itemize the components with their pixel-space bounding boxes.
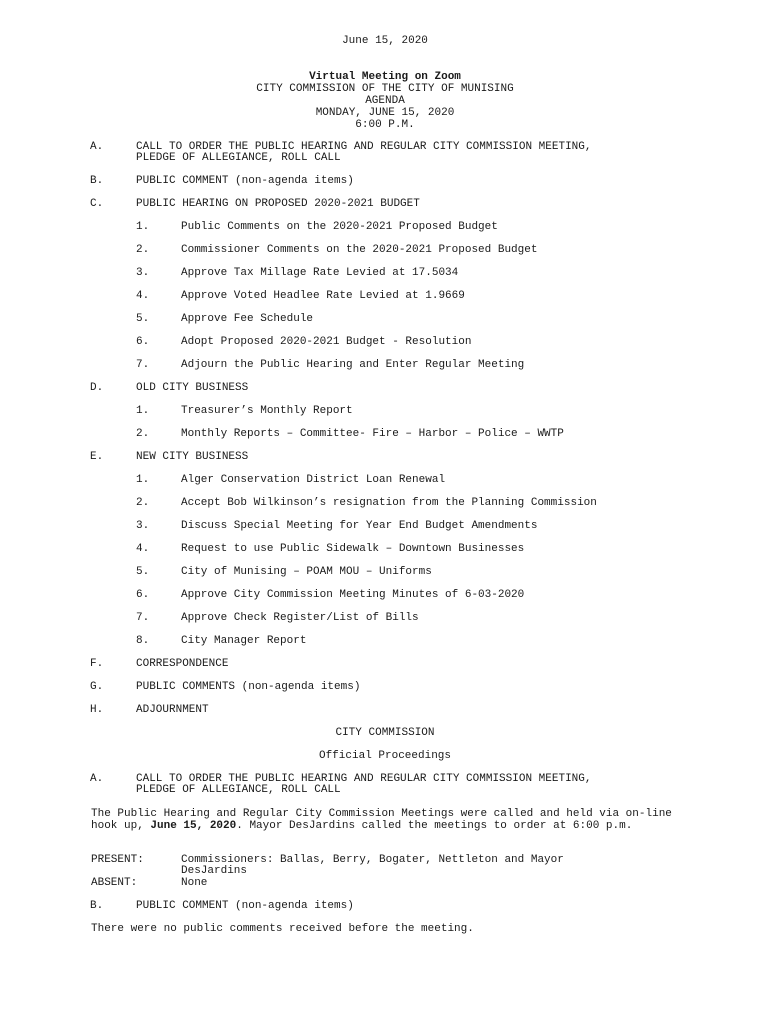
list-item-number: 7.	[136, 359, 150, 371]
list-item-number: 2.	[136, 428, 150, 440]
agenda-h-text: ADJOURNMENT	[136, 704, 209, 716]
list-item-number: 7.	[136, 612, 150, 624]
list-item: Treasurer’s Monthly Report	[181, 405, 353, 417]
list-item-number: 1.	[136, 405, 150, 417]
list-item: Request to use Public Sidewalk – Downtown Businesses	[181, 543, 525, 555]
agenda-letter-e: E.	[90, 451, 104, 463]
list-item: Approve City Commission Meeting Minutes of 6-03-2020	[181, 589, 525, 601]
list-item: Adjourn the Public Hearing and Enter Regular Meeting	[181, 359, 525, 371]
paragraph-text: . Mayor DesJardins called the meetings to order at 6:00 p.m.	[236, 819, 633, 832]
present-label: PRESENT:	[91, 854, 144, 866]
list-item-number: 5.	[136, 313, 150, 325]
list-item: Approve Fee Schedule	[181, 313, 314, 325]
list-item: Approve Check Register/List of Bills	[181, 612, 419, 624]
absent-value: None	[181, 877, 208, 889]
meeting-date-bold: June 15, 2020	[150, 819, 237, 832]
proceedings-a-line2: PLEDGE OF ALLEGIANCE, ROLL CALL	[136, 784, 341, 796]
agenda-letter-a: A.	[90, 141, 104, 153]
agenda-f-text: CORRESPONDENCE	[136, 658, 229, 670]
present-line2: DesJardins	[181, 865, 248, 877]
list-item-number: 3.	[136, 520, 150, 532]
meeting-title: Virtual Meeting on Zoom	[309, 71, 461, 83]
list-item: Alger Conservation District Loan Renewal	[181, 474, 446, 486]
list-item-number: 3.	[136, 267, 150, 279]
proceedings-b-text: PUBLIC COMMENT (non-agenda items)	[136, 900, 354, 912]
list-item: Monthly Reports – Committee- Fire – Harbor – Police – WWTP	[181, 428, 564, 440]
paragraph-text: The Public Hearing and Regular City Commission Meetings were called and held via on-line hook up,	[91, 808, 672, 832]
agenda-d-text: OLD CITY BUSINESS	[136, 382, 249, 394]
list-item: City Manager Report	[181, 635, 307, 647]
proceedings-paragraph	[91, 809, 691, 832]
agenda-letter-g: G.	[90, 681, 104, 693]
agenda-title: AGENDA	[365, 95, 405, 107]
agenda-g-text: PUBLIC COMMENTS (non-agenda items)	[136, 681, 361, 693]
list-item-number: 1.	[136, 221, 150, 233]
agenda-letter-d: D.	[90, 382, 104, 394]
absent-label: ABSENT:	[91, 877, 138, 889]
proceedings-letter-a: A.	[90, 773, 104, 785]
meeting-date: MONDAY, JUNE 15, 2020	[315, 107, 455, 119]
list-item: Approve Voted Headlee Rate Levied at 1.9669	[181, 290, 465, 302]
agenda-c-text: PUBLIC HEARING ON PROPOSED 2020-2021 BUDGET	[136, 198, 420, 210]
list-item-number: 6.	[136, 336, 150, 348]
list-item: Discuss Special Meeting for Year End Budget Amendments	[181, 520, 538, 532]
list-item-number: 8.	[136, 635, 150, 647]
agenda-letter-c: C.	[90, 198, 104, 210]
list-item: Commissioner Comments on the 2020-2021 Proposed Budget	[181, 244, 538, 256]
list-item: Public Comments on the 2020-2021 Proposed Budget	[181, 221, 498, 233]
list-item-number: 4.	[136, 543, 150, 555]
date-header: June 15, 2020	[342, 35, 428, 47]
meeting-time: 6:00 P.M.	[355, 119, 415, 131]
agenda-a-line2: PLEDGE OF ALLEGIANCE, ROLL CALL	[136, 152, 341, 164]
proceedings-letter-b: B.	[90, 900, 104, 912]
list-item-number: 1.	[136, 474, 150, 486]
list-item: City of Munising – POAM MOU – Uniforms	[181, 566, 432, 578]
list-item: Accept Bob Wilkinson’s resignation from the Planning Commission	[181, 497, 597, 509]
proceedings-subheading: Official Proceedings	[318, 750, 452, 762]
commission-title: CITY COMMISSION OF THE CITY OF MUNISING	[256, 83, 514, 95]
agenda-e-text: NEW CITY BUSINESS	[136, 451, 249, 463]
agenda-letter-h: H.	[90, 704, 104, 716]
agenda-letter-f: F.	[90, 658, 104, 670]
proceedings-a-line1: CALL TO ORDER THE PUBLIC HEARING AND REGULAR CITY COMMISSION MEETING,	[136, 773, 592, 785]
agenda-a-line1: CALL TO ORDER THE PUBLIC HEARING AND REGULAR CITY COMMISSION MEETING,	[136, 141, 592, 153]
list-item-number: 2.	[136, 244, 150, 256]
proceedings-paragraph-2: There were no public comments received before the meeting.	[91, 923, 474, 935]
list-item-number: 5.	[136, 566, 150, 578]
agenda-letter-b: B.	[90, 175, 104, 187]
list-item: Adopt Proposed 2020-2021 Budget - Resolution	[181, 336, 472, 348]
list-item-number: 4.	[136, 290, 150, 302]
list-item-number: 6.	[136, 589, 150, 601]
list-item-number: 2.	[136, 497, 150, 509]
proceedings-heading: CITY COMMISSION	[335, 727, 435, 739]
present-line1: Commissioners: Ballas, Berry, Bogater, Nettleton and Mayor	[181, 854, 564, 866]
agenda-b-text: PUBLIC COMMENT (non-agenda items)	[136, 175, 354, 187]
list-item: Approve Tax Millage Rate Levied at 17.5034	[181, 267, 459, 279]
